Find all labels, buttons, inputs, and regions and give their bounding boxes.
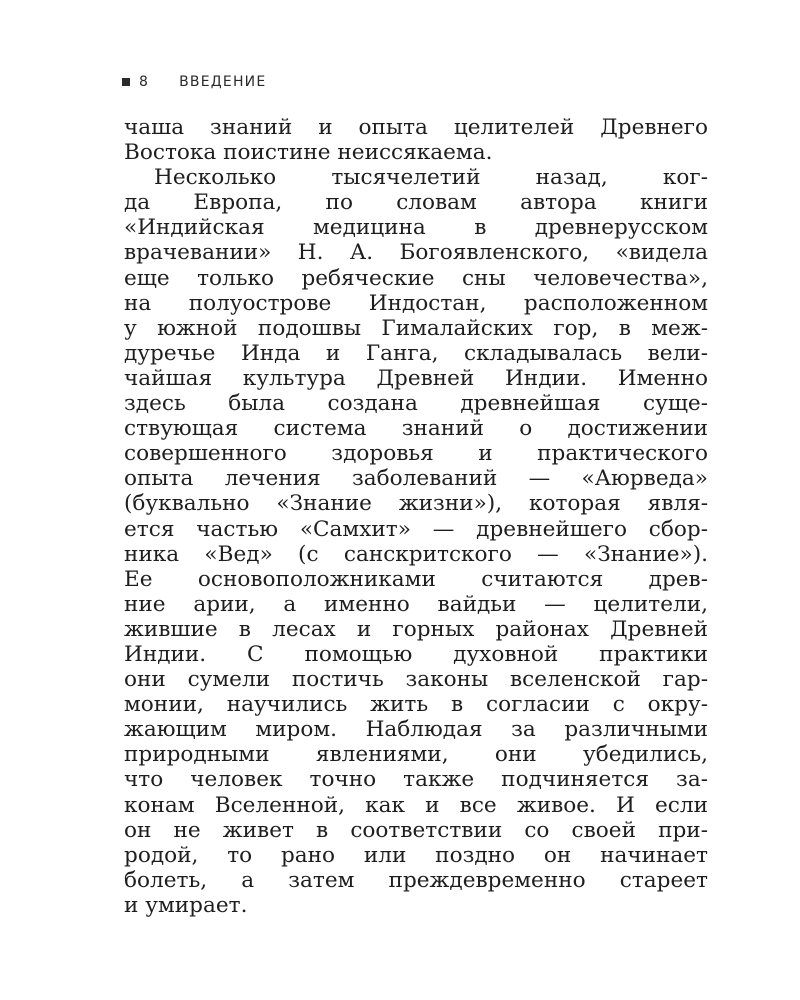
text-line: жающим миром. Наблюдая за различными bbox=[124, 717, 708, 743]
text-line: конам Вселенной, как и все живое. И если bbox=[124, 792, 708, 818]
text-line: он не живет в соответствии со своей при- bbox=[124, 817, 708, 843]
text-line: Востока поистине неиссякаема. bbox=[124, 140, 493, 166]
section-title: ВВЕДЕНИЕ bbox=[179, 74, 267, 90]
running-header bbox=[122, 71, 266, 93]
text-line: опыта лечения заболеваний — «Аюрведа» bbox=[124, 466, 708, 492]
text-line: ствующая система знаний о достижении bbox=[124, 416, 708, 442]
body-text bbox=[124, 115, 708, 918]
text-line: природными явлениями, они убедились, bbox=[124, 742, 708, 768]
text-line: Ее основоположниками считаются древ- bbox=[124, 566, 708, 592]
text-line: совершенного здоровья и практического bbox=[124, 441, 708, 467]
page-number: 8 bbox=[139, 74, 150, 90]
text-line: дуречье Инда и Ганга, складывалась вели- bbox=[124, 340, 708, 366]
paragraph bbox=[124, 165, 708, 918]
text-line: родой, то рано или поздно он начинает bbox=[124, 842, 708, 868]
text-line: болеть, а затем преждевременно стареет bbox=[124, 867, 708, 893]
text-line: «Индийская медицина в древнерусском bbox=[124, 215, 708, 241]
text-line: врачевании» Н. А. Богоявленского, «видела bbox=[124, 240, 708, 266]
paragraph bbox=[124, 115, 708, 165]
square-marker-icon bbox=[122, 78, 130, 86]
text-line: ется частью «Самхит» — древнейшего сбор- bbox=[124, 516, 708, 542]
text-line: чайшая культура Древней Индии. Именно bbox=[124, 365, 708, 391]
text-line: что человек точно также подчиняется за- bbox=[124, 767, 708, 793]
text-line: жившие в лесах и горных районах Древней bbox=[124, 616, 708, 642]
text-line: чаша знаний и опыта целителей Древнего bbox=[124, 115, 708, 140]
text-line: еще только ребяческие сны человечества», bbox=[124, 265, 708, 291]
text-line: монии, научились жить в согласии с окру- bbox=[124, 692, 708, 718]
text-line: они сумели постичь законы вселенской гар- bbox=[124, 667, 708, 693]
text-line: у южной подошвы Гималайских гор, в меж- bbox=[124, 315, 708, 341]
text-line: (буквально «Знание жизни»), которая явля- bbox=[124, 491, 708, 517]
text-line: и умирает. bbox=[124, 892, 248, 918]
text-line: на полуострове Индостан, расположенном bbox=[124, 290, 708, 316]
text-line: ние арии, а именно вайдьи — целители, bbox=[124, 591, 708, 617]
text-line: ника «Вед» (с санскритского — «Знание»). bbox=[124, 541, 708, 567]
text-line: да Европа, по словам автора книги bbox=[124, 190, 708, 216]
text-line: здесь была создана древнейшая суще- bbox=[124, 391, 708, 417]
text-line: Несколько тысячелетий назад, ког- bbox=[154, 165, 708, 191]
text-line: Индии. С помощью духовной практики bbox=[124, 641, 708, 667]
